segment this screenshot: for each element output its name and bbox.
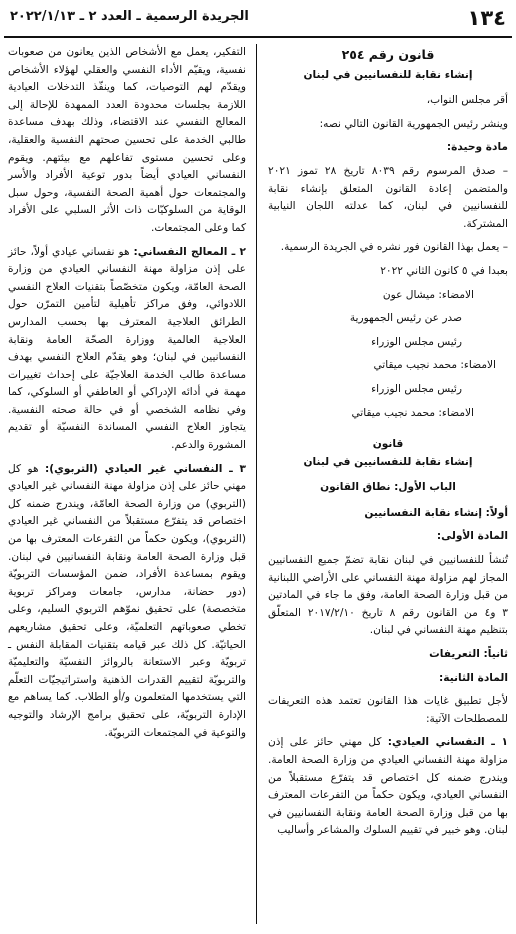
signature-president: الامضاء: ميشال عون <box>382 288 474 301</box>
article-1-text: تُنشأ للنفسانيين في لبنان نقابة تضمّ جميع النفسانيين المجاز لهم مزاولة مهنة النفساني على الأراضي اللبنانية من قبل وزارة الصحة العامة، وفق ما جاء في المادتين ٣ و٤ من القانون رقم ٨ تاريخ ٢٠١٧/٢/١٠ المتعلّق بتنظيم مهنة النفساني في لبنان. <box>268 554 508 637</box>
signature-pm-2: الامضاء: محمد نجيب ميقاتي <box>351 406 474 419</box>
sole-article-para-1: – صدق المرسوم رقم ٨٠٣٩ تاريخ ٢٨ تموز ٢٠٢١ والمتضمن إعادة القانون المتعلق بإنشاء نقابة للنفسانيين في لبنان، كما عدلته اللجان النيابية المشتركة. <box>268 164 508 230</box>
page-number: ١٣٤ <box>467 6 506 30</box>
section-first-heading: أولاً: إنشاء نقابة النفسانيين <box>364 506 508 519</box>
chapter-heading: الباب الأول: نطاق القانون <box>320 481 456 494</box>
running-title: الجريدة الرسمية ـ العدد ٢ ـ ٢٠٢٢/١/١٣ <box>10 9 249 24</box>
law-subtitle: إنشاء نقابة للنفسانيين في لبنان <box>303 68 473 81</box>
left-column <box>8 44 246 748</box>
law-title: قانون رقم ٢٥٤ <box>341 47 435 62</box>
right-column <box>268 44 508 846</box>
sole-article-heading: مادة وحيدة: <box>446 141 508 154</box>
enactment-line-2: وينشر رئيس الجمهورية القانون التالي نصه: <box>319 117 508 130</box>
column-divider <box>256 44 257 924</box>
definition-1 <box>268 734 508 840</box>
definition-1-label: ١ ـ النفساني العيادي: <box>387 736 508 749</box>
section-second-heading: ثانياً: التعريفات <box>429 648 508 661</box>
definition-1-continued: التفكير، يعمل مع الأشخاص الذين يعانون من صعوبات نفسية، ويقيّم الأداء النفسي والعقلي لهؤلاء الأشخاص ويقدّم لهم التوصيات، كما وينفّذ التدخلات العيادية اللازمة بجلسات محدودة العدد الممهدة للإحالة إلى المعالج النفسي عند الاقتضاء، وذلك بهدف مساعدة طالبي الخدمة على تحسين صحتهم النفسية والعقلية، وعلى تحسين مستوى تفاعلهم مع بيئتهم. ويقوم النفساني العيادي أيضاً بدور توعية الأفراد والأسر والمجتمعات حول أهمية الصحة النفسية، وحول سبل الوقاية من السلوكيّات ذات الأثر السلبي على الأفراد كما وعلى المجتمعات. <box>8 46 246 234</box>
header-rule <box>4 36 512 38</box>
definition-1-text: كل مهني حائز على إذن مزاولة مهنة النفساني العيادي من وزارة الصحة العامة. ويندرج ضمنه كل اختصاص قد يتفرّع مستقبلاً من النفساني العيادي، ويكون حكماً من التفرعات المعترف بها من قبل وزارة الصحة العامة ونقابة النفسانيين في لبنان. وهو خبير في تقييم السلوك والمشاعر وأساليب <box>268 736 508 837</box>
definition-2-label: ٢ ـ المعالج النفساني: <box>133 245 246 258</box>
issued-by: صدر عن رئيس الجمهورية <box>349 312 462 325</box>
definition-3-label: ٣ ـ النفساني غير العيادي (التربوي): <box>45 462 246 475</box>
definition-2-text: هو نفساني عيادي أولاً، حائز على إذن مزاولة مهنة النفساني العيادي من وزارة الصحة العامّة، ويكون متخصّصاً بتقنيات العلاج النفسي اللادوائي، وفق مراكز تأهيلية لتأمين التمرّن حول الطرائق العلاجية المعترف بها بحسب المدارس العلاجية العالمية ووزارة الصحّة العامة ونقابة النفسانيين في لبنان؛ وهو يقدّم العلاج النفسي بهدف مساعدة طالب الخدمة العلاجيّة على إحداث تغييرات مهمة في أدائه الإدراكي أو العاطفي أو السلوكي، كما وفي نظامه الشخصي أو في حالة صحته النفسية. يتجاوز العلاج النفسي المساندة النفسيّة أو تقديم المشورة والدعم. <box>8 245 246 452</box>
law2-subtitle: إنشاء نقابة للنفسانيين في لبنان <box>303 455 473 468</box>
definition-3-text: هو كل مهني حائز على إذن مزاولة مهنة النفساني غير العيادي (التربوي) من وزارة الصحة العامّة، ويندرج ضمنه كل اختصاص قد يتفرّع مستقبلاً من النفساني غير العيادي (التربوي)، ويكون حكماً من التفرعات المعترف بها من قبل وزارة الصحة العامة ونقابة النفسانيين في لبنان. ويقوم بمساعدة الأفراد، ضمن المؤسسات التربويّة (دور حضانة، مدارس، جامعات ومراكز تربوية متخصصة) على تحقيق نموّهم التربوي السليم، وعلى تخطي صعوباتهم التعلميّة، وعلى تحقيق مشاريعهم الحياتيّة. كل ذلك عبر قيامه بتقنيات المقابلة النفس ـ تربويّة وعبر الاستعانة بالروائز النفسيّة والتعليميّة والتربويّة لتقييم القدرات الذهنية واستراتيجيّات التعلّم التي يستخدمها المتعلمون و/أو الطلاب. كما يساهم مع الإدارة التربويّة، على تحقيق برامج الإرشاد والتوجيه والتوعية في المجتمعات التربويّة. <box>8 462 246 739</box>
signature-pm-1: الامضاء: محمد نجيب ميقاتي <box>373 359 496 372</box>
definition-2 <box>8 244 246 455</box>
article-2-heading: المادة الثانية: <box>439 671 508 684</box>
enactment-line-1: أقر مجلس النواب، <box>426 94 508 107</box>
sole-article-para-2: – يعمل بهذا القانون فور نشره في الجريدة الرسمية. <box>280 241 508 254</box>
law2-title: قانون <box>372 438 404 451</box>
article-1-heading: المادة الأولى: <box>436 530 508 543</box>
page-header <box>4 2 512 36</box>
article-2-text: لأجل تطبيق غايات هذا القانون تعتمد هذه التعريفات للمصطلحات الآتية: <box>268 695 508 725</box>
place-date: بعبدا في ٥ كانون الثاني ٢٠٢٢ <box>380 264 508 277</box>
definition-3 <box>8 461 246 743</box>
prime-minister: رئيس مجلس الوزراء <box>371 335 462 348</box>
prime-minister-2: رئيس مجلس الوزراء <box>371 382 462 395</box>
